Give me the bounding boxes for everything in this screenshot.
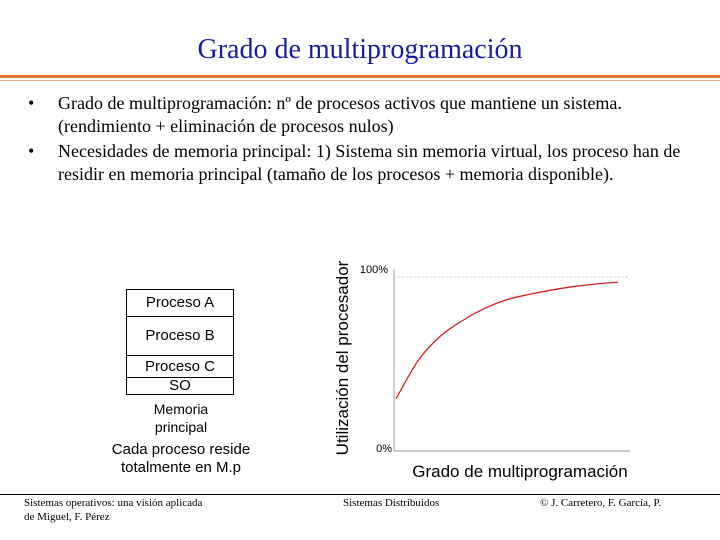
memory-label [136, 400, 226, 436]
footer-right: © J. Carretero, F. García, P. [540, 497, 662, 509]
memory-cell-proceso-a: Proceso A [127, 290, 233, 317]
bullet-item [28, 140, 708, 186]
bullet-text: Necesidades de memoria principal: 1) Sistema sin memoria virtual, los proceso han de residir en memoria principal (tamaño de los procesos + memoria disponible). [58, 141, 681, 184]
memory-box [126, 289, 234, 395]
memory-diagram [126, 289, 234, 395]
bullet-text: Grado de multiprogramación: nº de procesos activos que mantiene un sistema. (rendimiento + eliminación de procesos nulos) [58, 93, 622, 136]
y-tick-label-100: 100% [359, 264, 388, 276]
memory-cell-proceso-b: Proceso B [127, 317, 233, 356]
bullet-marker: • [28, 93, 35, 113]
title-divider-thin [0, 80, 720, 81]
footer-center: Sistemas Distribuidos [343, 497, 440, 509]
footer-left-line: Sistemas operativos: una visión aplicada [24, 497, 203, 509]
bullet-item [28, 92, 708, 138]
memory-cell-proceso-c: Proceso C [127, 356, 233, 378]
bullet-marker: • [28, 141, 35, 161]
x-axis-label: Grado de multiprogramación [412, 462, 628, 481]
slide-title: Grado de multiprogramación [197, 34, 523, 65]
memory-caption-line: totalmente en M.p [120, 459, 242, 476]
title-divider [0, 75, 720, 78]
y-tick-label-0: 0% [376, 443, 392, 455]
bullet-list [28, 92, 708, 188]
memory-caption-line: Cada proceso reside [111, 441, 251, 458]
memory-caption [66, 441, 296, 477]
memory-label-line: principal [154, 419, 208, 435]
footer-rule [0, 494, 720, 495]
footer-left-line: de Miguel, F. Pérez [24, 511, 110, 523]
utilization-curve [396, 282, 618, 399]
memory-cell-so: SO [169, 377, 191, 394]
footer-left [24, 496, 264, 524]
utilization-chart [320, 255, 650, 483]
y-axis-label: Utilización del procesador [333, 260, 352, 456]
memory-label-line: Memoria [153, 401, 209, 417]
